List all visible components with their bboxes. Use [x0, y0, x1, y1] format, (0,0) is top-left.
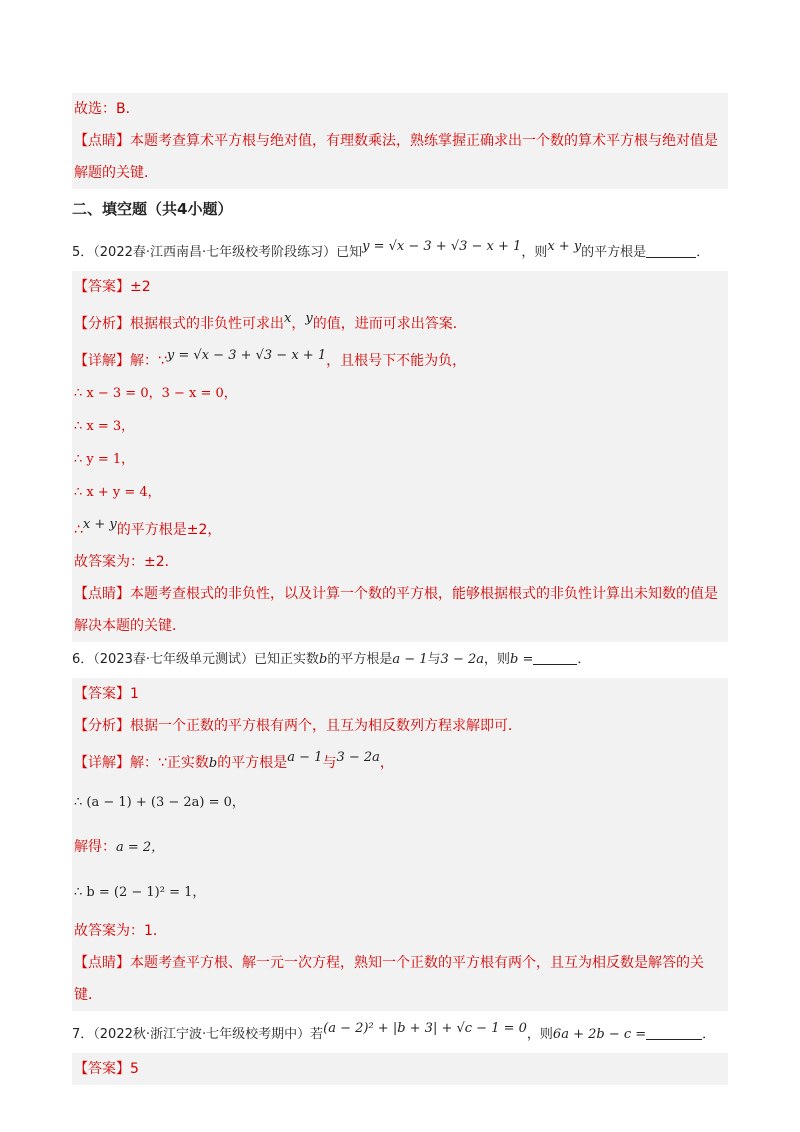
step-line-2: ∴ x = 3，: [74, 419, 135, 434]
step-line-3: ∴ y = 1，: [74, 452, 135, 467]
step-line-2: 解得：a = 2，: [74, 839, 165, 855]
section-title: 二、填空题（共4小题）: [72, 200, 233, 218]
answer-line: 【答案】5: [74, 1061, 139, 1077]
solution-block-q5: [72, 271, 728, 642]
detail-equation: y = √x − 3 + √3 − x + 1: [166, 348, 327, 363]
question-5-prefix: 5．（2022春·江西南昌·七年级校考阶段练习）已知: [72, 245, 363, 260]
comment-line-cont: 解决本题的关键．: [74, 618, 186, 634]
detail-line: 【详解】解：∵正实数b的平方根是a − 1与3 − 2a，: [74, 750, 394, 771]
final-answer-line: 故答案为：±2．: [74, 554, 179, 570]
question-5: 5．（2022春·江西南昌·七年级校考阶段练习）已知y = √x − 3 + √3 − x + 1，则x + y的平方根是 ．: [72, 239, 710, 260]
question-7: 7．（2022秋·浙江宁波·七年级校考期中）若(a − 2)² + |b + 3| + √c − 1 = 0，则6a + 2b − c = ．: [72, 1021, 716, 1042]
question-5-equation: y = √x − 3 + √3 − x + 1: [362, 239, 522, 254]
detail-line: 【详解】解：∵y = √x − 3 + √3 − x + 1，且根号下不能为负，: [74, 348, 467, 369]
solution-block-q6: [72, 678, 728, 1011]
step-line-5: ∴x + y的平方根是±2，: [74, 517, 222, 538]
answer-line: 【答案】±2: [74, 279, 151, 295]
answer-line: 【答案】1: [74, 686, 139, 702]
question-7-equation: (a − 2)² + |b + 3| + √c − 1 = 0: [323, 1021, 527, 1036]
question-6: 6．（2023春·七年级单元测试）已知正实数b的平方根是a − 1与3 − 2a，则b = ．: [72, 652, 591, 667]
step-line-1: ∴ (a − 1) + (3 − 2a) = 0，: [74, 795, 245, 810]
answer-blank: [646, 1025, 702, 1040]
comment-line: 【点睛】本题考查根式的非负性，以及计算一个数的平方根，能够根据根式的非负性计算出未知数的值是: [74, 586, 718, 602]
comment-line-cont: 解题的关键．: [74, 165, 158, 181]
document-page: [72, 93, 728, 1085]
comment-line: 【点睛】本题考查算术平方根与绝对值，有理数乘法，熟练掌握正确求出一个数的算术平方根与绝对值是: [74, 133, 718, 149]
answer-blank: [646, 243, 696, 258]
analysis-line: 【分析】根据根式的非负性可求出x，y的值，进而可求出答案．: [74, 311, 467, 332]
step-line-1: ∴ x − 3 = 0，3 − x = 0，: [74, 386, 237, 401]
answer-blank: [533, 650, 577, 665]
analysis-line: 【分析】根据一个正数的平方根有两个，且互为相反数列方程求解即可．: [74, 718, 522, 734]
comment-line-cont: 键．: [74, 987, 102, 1003]
analysis-var-x: x: [284, 311, 292, 326]
solution-block-q4-end: [72, 93, 728, 189]
analysis-var-y: y: [305, 311, 313, 326]
solution-block-q7: [72, 1053, 728, 1085]
comment-line: 【点睛】本题考查平方根、解一元一次方程，熟知一个正数的平方根有两个，且互为相反数是解答的关: [74, 955, 704, 971]
question-5-expr: x + y: [547, 239, 582, 254]
final-answer-line: 故答案为：1．: [74, 923, 167, 939]
question-5-suffix: 的平方根是: [581, 245, 647, 260]
question-5-mid: ，则: [521, 245, 548, 260]
step-line-4: ∴ x + y = 4，: [74, 485, 161, 500]
choice-line: 故选：B．: [74, 101, 140, 117]
step-line-3: ∴ b = (2 − 1)² = 1，: [74, 885, 206, 900]
